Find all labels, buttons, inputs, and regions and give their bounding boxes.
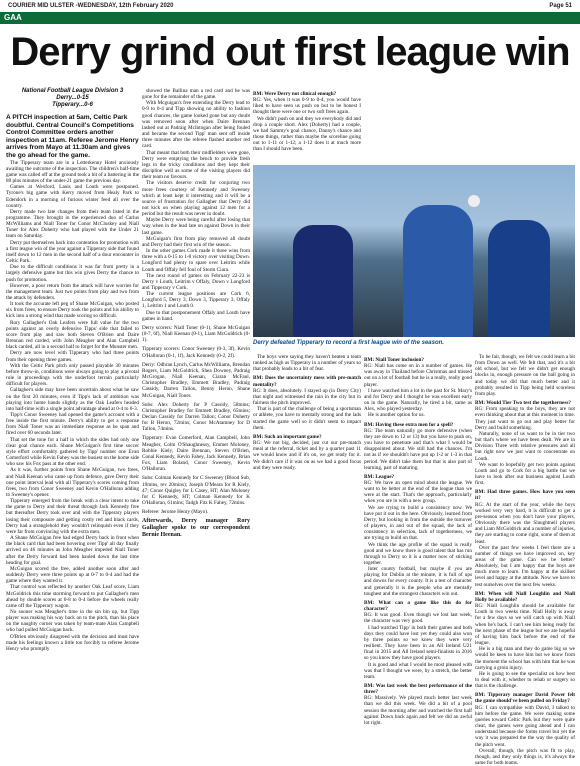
interview-question: BM: Had three games. How have you seen it? xyxy=(475,489,575,502)
results-tipperary: Tipperary...0-6 xyxy=(52,102,93,108)
paragraph: showed the Ballina man a red card and he was gone for the remainder of the game. xyxy=(142,88,250,101)
referee: Referee: Jerome Henry (Mayo). xyxy=(142,509,209,516)
paragraph: Tipp's Conor Sweeney had opened the game's account with a free inside the first minute. Derry's ability to get a response from Niall Toner was an immediate response as he span and fired over 60 seconds later. xyxy=(6,411,139,437)
photo-caption: Derry defeated Tipperary to record a first league win of the season. xyxy=(253,340,444,346)
header-publication: COURIER MID ULSTER -WEDNESDAY, 12th February 2020 xyxy=(8,3,174,9)
lead-paragraph: A PITCH inspection at 5am, Celtic Park doubtful. Central Council's Competitions Control Committee orders another inspection at 11am. Referee Jerome Henry arrives from Mayo at 11.30am and gives the go ahead for the game. xyxy=(6,114,139,159)
derry-subs: Subs: Alex Doherty for P Cassidy, 58mins; Christopher Bradley for Emmett Bradley, 65mins; Declan Cassidy for Darren Tallon; Conor Doherty for B Heron, 72mins; Conor McAtamney for D Tallon, 74mins. xyxy=(142,401,250,433)
paragraph: Maybe Derry were being careful after losing that way when in the lead late on against Down in their last game. xyxy=(142,217,250,236)
interview-answer: RG: We not big, decided, just cut our pre-match meal at the referral, ticket and by a quarter past 11 we would know and if it's on, we get ready for it. We didn't care if it was on as we had a good focus and they were ready. xyxy=(253,440,361,471)
interview-answer: I had watched Tipp' in both their games and both days they could have lost yet they could also won by three points so we knew they were very resilient. They have been in an All Ireland U21 final in 2015 and All Ireland semi-finalists in 2016 so you know they have good players. xyxy=(364,624,472,662)
page-header xyxy=(0,0,580,12)
column-5 xyxy=(475,354,575,766)
interview-question: BM: Having these extra men for a spell? xyxy=(364,421,454,428)
paragraph: The Tipperary team are in a Letterkenny Hotel anxiously awaiting the outcome of the inspection. The children's half-time game was called off at the ground took a bit of a battering in the 80 plus minutes of the under-21 game the previous day. xyxy=(6,159,140,185)
paragraph: That control was reflected by another Oak Leaf score, Liam McGoldrick this time storming forward to put Gallagher's men ahead by double scores at 0-8 to 0-4 before the wheels really came off the Tipperary wagon. xyxy=(6,584,139,609)
headline: Derry grind out first league win xyxy=(10,30,570,74)
results-competition: National Football League Division 3 xyxy=(21,88,124,94)
paragraph: No sooner was Meagher's time in the sin bin up, but Tipp player was making his way back on to the pitch, than his place on the naughty corner was taken by team-mate Alan Campbell who had pulled McGuigan back. xyxy=(6,608,139,634)
paragraph: Derry are now level with Tipperary who had three points from their opening three games. xyxy=(6,350,139,363)
col5-body xyxy=(475,354,575,766)
interview-answer: RG: Niall Loughlin should be available for Louth in two weeks time. Niall Holly is away for a few days so we will catch up with Niall when he's back. I can't see him being ready for the next phase of the league but we are hopeful of having him back before the end of the league. xyxy=(475,603,575,647)
col3-top-body xyxy=(253,91,361,153)
match-photo xyxy=(253,165,575,337)
results-derry: Derry...0-15 xyxy=(56,95,89,101)
paragraph: However, a poor return from the attack will have worries for the management team. Just two points from play and two from the attack by defenders. xyxy=(6,282,139,301)
interview-answer: He is a big man and they do game big so we would be keen to have him but we know from the moment the school has with him that he was carrying a groin injury. xyxy=(475,646,575,671)
interview-answer: We think the age profile of the squad is really good and we know there is good talent that has run through to Derry so it is a matter now of sticking together. xyxy=(364,541,472,566)
col3-body xyxy=(253,354,361,471)
paragraph: With Mcguigan's free extending the Derry lead to 0-9 to 0-4 and Tipp showing no ability to fashion good chances, the game looked gone but any doubt was removed soon after when Daire Brennan lashed out at Padraig McIntogan after being fouled and became the second Tipp' man sent off inside three minutes after the referee flashed another red card. xyxy=(142,100,250,150)
derry-team: Derry: Odhran Lynch, Carlus McWilliams, Brendan Rogers, Liam McGoldrick, Shea Downey, Padraig McGrogan, Niall Keenan, Ciaran McFaul, Christopher Bradley, Emmett Bradley, Padraig Cassidy, Darren Tallon, Benny Heron, Shane McGuigan, Niall Toner. xyxy=(142,361,250,399)
paragraph: In the other games Cork made it three wins from three with a 0-15 to 1-8 victory over visiting Down. Longford had plenty to spare over Leitrim while Louth and Offaly fell foul of Storm Ciara. xyxy=(142,248,250,273)
interview-answer: RG: The team naturally go more defensive (when they are down to 12 or 13) but you have to push on, you have to penetrate and that's what I would be disappointed about. We still had the chances. I'm not as if we shouldn't have put up 1-2 or 1-3 in that period. We didn't take them but that is also part of learning, part of maturing. xyxy=(364,427,472,471)
tipperary-scorers: Tipperary scorers: Conor Sweeney (0-3, 3f), Kevin O'Halloran (0-1, 1f), Jack Kennedy (0-2, 2f). xyxy=(142,346,250,359)
interview-question: BM: Would Tier Two test the togetherness? xyxy=(475,400,571,407)
interview-answer: RG: We have an open mind about the league. We want to be better at the end of the league than we were at the start. That's the approach, particularly when you are in with a new group. xyxy=(364,479,472,505)
interview-answer: I have watched him a lot in the past for St. Mary's and for Derry and I thought he was excellent early on in the game. Naturally, he tired a bit, same as Alex, who played yesterday. xyxy=(364,387,472,413)
column-4 xyxy=(364,354,472,733)
football xyxy=(468,195,480,207)
interview-question: BM: When will Niall Loughlin and Niall Holly be available? xyxy=(475,590,575,603)
paragraph: Rory Gallagher's Oak Leafers were full value for the two points against an overly defensive Tipps' side that failed to score from play and saw both Steven O'Brien and Daire Brennan red carded, with John Meagher and Alan Campbell black carded, all in a second half to forget for the Munster men. xyxy=(6,319,139,351)
column-1 xyxy=(6,88,139,733)
derry-scorers: Derry scorers: Niall Toner (0-1), Shane McGuigan (0-7, 6f), Niall Keenan (0-1), Liam McGoldrick (0-1). xyxy=(142,324,250,344)
interview-answer: We are trying to build a consistency now. We have put it out in the here. Obviously, learned from Derry, but looking in from the outside the turnover of players, in and out of the squad, the lack of consistency in selection, lack of togetherness, we are trying to build on that. xyxy=(364,504,472,542)
interview-answer: Over the past few weeks I feel there are a number of things we have improved on, key areas of the game. Can we be better? Absolutely, but I am happy that the boys are much more to learn. I'm happy at the skillset level and happy at the attitude. Now we have to test ourselves over the next few weeks. xyxy=(475,544,575,588)
interview-answer: RG: Niall has come on in a number of games. He was away in Thailand before Christmas and missed out on a lot of football but he is a really, really good player. xyxy=(364,363,472,388)
interview-answer: RG: I can sympathise with David, I talked to him before the game. We were making some queries toward Celtic Park but they were quite clear, the games were going ahead and I can understand because the forms travel but yet the way it was prepared the the way the quality of the pitch went. xyxy=(475,704,575,748)
column-3 xyxy=(253,354,361,733)
tipperary-team: Tipperary: Evan Comerford, Alan Campbell, John Meagher, Colm O'Shaughnessy, Emmet Moloney, Robbie Kiely, Daire Brennan, Steven O'Brien, Conal Kennedy, Kevin Fahey, Jack Kennedy, Brian Fox, Liam Boland, Conor Sweeney, Kevin O'Halloran. xyxy=(142,435,250,473)
paragraph: The current league positions are Cork 6, Longford 5, Derry 3, Down 3, Tipperary 3, Offaly 1, Leitrim 1 and Louth 0. xyxy=(142,291,250,310)
interview-answer: Naturally, none of us want to be in tier two but that's where we have been dealt. We are in Division Three with relative pressures and all but right now we just want to concentrate on Louth. xyxy=(475,430,575,462)
paragraph: Due to that postponement Offaly and Louth have games in hand. xyxy=(142,309,250,322)
interview-answer: The boys were saying they haven't beaten a team ranked as high as Tipperary in a number of years so that probably leads to a bit of fear. xyxy=(253,354,361,373)
interview-question: BM: Such an important game? xyxy=(253,433,322,440)
paragraph: Derry made two late changes from their team listed in the programme. They brought in the experienced duo of Carlus McWilliams and Niall Toner for Conor McCluskey and Niall Toner for Alex Doherty who had played with the Under 21 team on Saturday. xyxy=(6,208,139,240)
paragraph: Derry put themselves back into contention for promotion with a first league win of the year against a Tipperary side that found itself down to 12 men in the second half of a dour encounter in Celtic Park. xyxy=(6,239,139,265)
interview-question: BM: Tipperary manager David Power felt the game should've been pulled on Friday? xyxy=(475,692,575,705)
section-bar xyxy=(0,12,580,24)
interview-answer: RG: Yes, when it was 0-9 to 0-4, you would have liked to have seen us push on but to be honest I thought there were one or two soft frees again. xyxy=(253,97,361,116)
header-page-number: Page 51 xyxy=(549,3,572,9)
paragraph: A Shane McGuigan free had edged Derry back in front when the black card that had been hovering over Tipp' all day finally arrived on 46 minutes as John Meagher impeded Niall Toner after the Derry forward had been hauled down the last time heading for goal. xyxy=(6,535,139,566)
interview-question: BM: Were Derry not clinical enough? xyxy=(253,91,337,97)
interview-answer: RG: Massively. We played much better last week than we did this week. We did a bit of a pool session the morning after and watched the first half against Down back again and felt we did an awful lot right. xyxy=(364,695,472,726)
paragraph: As it was, further points from Shane McGuigan, two frees, and Niall Keenan who came up from defence, gave Derry their one point interval lead with all Tipperary's scores coming from frees, two from Conor Sweeney and Kevin O'Halloran adding to Sweeney's opener. xyxy=(6,467,139,498)
interview-answer: It is good and what I would be most pleased with was that I thought we were, by a stretch, the better team. xyxy=(364,661,472,680)
interview-answer: We didn't push on and they we everybody did and drop a couple short. Alex (Doherty) had a couple, we had Sammy's goal chance, Danny's chance and those things, rather than maybe the scoreline going out to 1-11 or 1-12; a 1-12 does it at much more than I should have been. xyxy=(253,115,361,153)
results-box xyxy=(6,88,139,109)
interview-answer: Overall, though, the pitch was fit to play, though, and they only things is, it's always the same for both teams. xyxy=(475,747,575,766)
paragraph: The next round of games on February 22-23 is Derry v Louth, Leitrim v Offaly, Down v Longford and Tipperary v Cork. xyxy=(142,272,250,291)
paragraph: O'Brien obviously disagreed with the decision and must have made his feelings known a little too forcibly to referee Jerome Henry who promptly xyxy=(6,633,139,652)
paragraph: The visitors deserve credit for conjuring two more frees courtesy of Kennedy and Sweeney which at least kept it interesting and it will be a source of frustration for Gallagher that Derry did not kick on when playing against 12 men for a period but the result was never in doubt. xyxy=(142,180,250,218)
paragraph: Games at Wexford, Laois and Louth were postponed. Tyrone's big game with Kerry moved from Healy Park to Edendork in a morning of furious winter feed all over the country. xyxy=(6,184,139,209)
column-3-top xyxy=(253,88,361,163)
interview-question: BM: Does the uncertainty mess with pre-match mentality? xyxy=(253,375,361,388)
interview-answer: RG: At the start of the year, while the boys worked very very hard, it is difficult to get a pre-season when you don't have your players. Obviously there was the Slaughtneil players and Liam McGoldrick and a number of injuries, they are starting to come right, some of them at least. xyxy=(475,501,575,545)
col1-body xyxy=(6,160,139,653)
tipperary-subs: Subs: Colman Kennedy for C Sweeney (Blood Sub, 19mins, rev 20mins); Joseph O'Meara for R Kiely, 47; Conor Quigley for L Casey, HT; Alan Moloney for C Kennedy, HT; Colman Kennedy for K O'Halloran, 61mins; Tadgh Fitz K Fahey, 72mins. xyxy=(142,475,250,506)
paragraph: That meant that both their midfielders were gone, Derry were emptying the bench to provide fresh legs in the tricky conditions and they kept their discipline well as some of the visiting players did their team no favours. xyxy=(142,149,250,181)
interview-answer: RG: It was good. Even though we lost last week, the character was very good. xyxy=(364,612,472,625)
column-4-top xyxy=(364,88,472,163)
interview-intro: Afterwards, Derry manager Rory Gallagher spoke to our correspondent Bernie Heenan. xyxy=(142,518,250,539)
interview-question: BM: What can a game like this do for character? xyxy=(364,599,472,613)
interview-answer: To be fair, though, we felt we could learn a bit from Down as well. We felt that, and it's a bit old school, but we felt we didn't get enough blocks in, enough pressure on the ball going in and today we did that much better and it probably resulted in Tipp being held scoreless from play. xyxy=(475,354,575,397)
paragraph: Due to the difficult conditions it was far from pretty in a largely defensive game but this win gives Derry the chance to push for promotion. xyxy=(6,264,139,283)
interview-answer: RG: It does, absolutely. I stayed up (in Derry City) that night and witnessed the rain in the city but in fairness the pitch improved. xyxy=(253,387,361,407)
interview-answer: We want to hopefully get two points against Louth and go to Cork for a big battle but we have to look after our business against Louth first. xyxy=(475,461,575,487)
column-2 xyxy=(142,88,250,733)
interview-question: BM: League? xyxy=(364,473,395,480)
interview-answer: He is another option for us. xyxy=(368,412,425,419)
player-silhouette xyxy=(403,205,473,337)
player-silhouette xyxy=(488,220,550,337)
interview-answer: He is going to see the specialist on how best to deal with it, whether to rehab or surgery so that is the challenge. xyxy=(475,670,575,690)
paragraph: McGuigan scored the free, added another soon after and suddenly Derry were three points up at 0-7 to 0-4 and had the game where they wanted it. xyxy=(6,565,139,585)
interview-answer: Inter county football, but maybe if you are playing for Dublin at the minute, it is full of ups and downs for every county. It is a test of character and generally it is the people who are mentally toughest and the strongest characters win out. xyxy=(364,566,472,597)
player-silhouette xyxy=(293,225,353,337)
paragraph: Tipperary emerged from the break with a clear intent to take the game to Derry and their threat through Jack Kennedy free but thereafter Derry took over and with the Tipperary players losing their composure and getting costly red and black cards, Derry had a stranglehold they wouldn't relinquish even if they were far from convincing with the extra men. xyxy=(6,498,139,535)
paragraph: Gallagher's side may have been uncertain about what he saw on the first 20 minutes, even if Tipp's lack of ambition was playing into home hands slightly as the Oak Leafers headed into half-time with a single point advantage ahead at 0-4 to 0-3. xyxy=(6,387,139,412)
paragraph: McGuigan's first from play removed all doubt and Derry had their first win of the season. xyxy=(142,235,250,248)
paragraph: With the Celtic Park pitch only passed playable 30 minutes before throw-in, conditions were always going to play a pivotal role in proceedings with the underfoot terrain particularly difficult for players. xyxy=(6,362,139,388)
interview-question: BM: Was last week the best performance of the three? xyxy=(364,682,472,696)
interview-answer: That is part of the challenge of being a sportsman or athlete, you have to mentally strong and the lads started the game well so it didn't seem to impact them. xyxy=(253,406,361,431)
col4-body xyxy=(364,357,472,726)
section-label: GAA xyxy=(4,13,22,22)
interview-question: BM: Niall Toner inclusion? xyxy=(364,357,425,363)
col2-body xyxy=(142,88,250,322)
paragraph: It took the accurate left peg of Shane McGuigan, who posted six from frees, to ensure Derry took the points and his ability to kick into a strong wind that made scoring so difficult. xyxy=(6,301,139,320)
column-5-top xyxy=(475,88,575,163)
paragraph: That set the tone for a half in which the sides had only one clear goal chance each. Shane McGuigan's first time soccer style effort comfortably gathered by Tipp' number one Evan Comerford while Kevin Fahey was the busiest on the home side who saw his Fox pass at the other end. xyxy=(6,436,139,468)
interview-answer: RG: From speaking to the boys, they are not even thinking about that at this moment in time. They just want to go out and play better for Derry and build something. xyxy=(475,406,575,431)
